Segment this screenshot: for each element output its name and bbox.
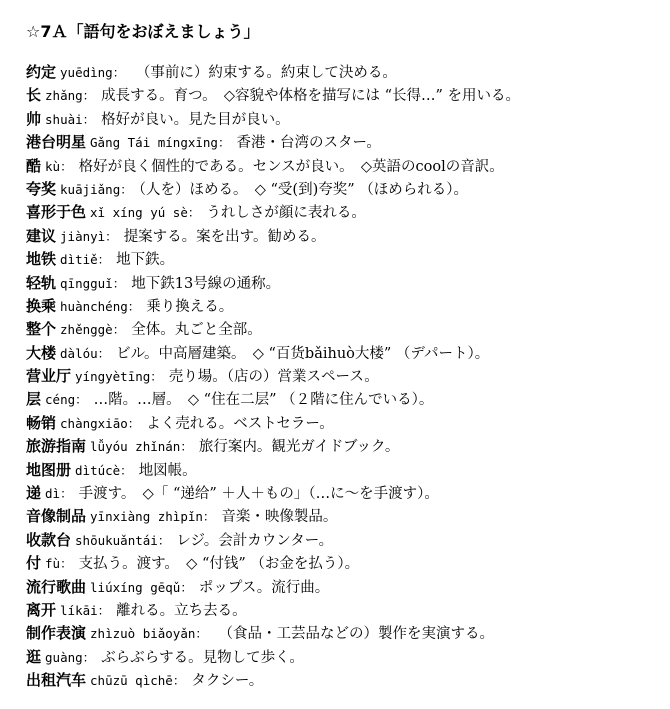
entry-word: 旅游指南 [26,437,87,456]
vocabulary-entry [26,388,662,411]
entry-pinyin: qīngguǐ [60,275,113,291]
entry-word: 收款台 [26,530,72,549]
vocabulary-entry [26,505,662,528]
vocabulary-entry [26,61,662,84]
entry-colon: ： [105,228,118,244]
vocabulary-entry [26,552,662,575]
entry-pinyin: dì [45,486,61,502]
entry-pinyin: zhěnggè [60,322,113,338]
entry-colon: ： [180,439,193,455]
entry-word: 帅 [26,109,42,128]
entry-word: 出租汽车 [26,671,87,690]
entry-gloss: 旅行案内。観光ガイドブック。 [198,439,400,456]
entry-gloss: （人を）ほめる。 ◇ “受(到)夸奖” （ほめられる）。 [138,181,469,198]
vocabulary-entry [26,201,662,224]
entry-word: 大楼 [26,343,57,362]
entry-colon: ： [97,252,111,268]
entry-colon: ： [120,181,133,197]
entry-gloss: 音楽・映像製品。 [221,509,338,526]
entry-gloss: 香港・台湾のスター。 [236,135,381,152]
entry-pinyin: yuēdìng [60,65,113,80]
entry-gloss: 地図帳。 [138,462,197,479]
entry-gloss: よく売れる。ベストセラー。 [146,415,334,432]
entry-colon: ： [112,275,126,291]
entry-word: 层 [26,390,42,409]
entry-gloss: ぶらぶらする。見物して歩く。 [101,649,304,666]
entry-colon: ： [60,158,73,174]
entry-colon: ： [172,673,186,689]
entry-colon: ： [97,345,111,361]
entry-word: 畅销 [26,413,57,432]
vocabulary-entry [26,248,662,271]
vocabulary-entry [26,529,662,552]
entry-pinyin: huànchéng [60,298,128,314]
entry-gloss: （事前に）約束する。約束して決める。 [131,65,397,81]
vocabulary-entry [26,318,662,341]
vocabulary-entry [26,84,662,107]
entry-gloss: レジ。会計カウンター。 [176,532,334,549]
entry-pinyin: yíngyètīng [75,369,151,385]
entry-word: 流行歌曲 [26,577,87,596]
entry-gloss: 成長する。育つ。 ◇容貌や体格を描写には “长得…” を用いる。 [101,88,521,105]
entry-gloss: ビル。中高層建築。 ◇ “百货bǎihuò大楼” （デパート）。 [116,345,490,362]
entry-gloss: 支払う。渡す。 ◇ “付钱” （お金を払う）。 [78,556,360,573]
entry-pinyin: yīnxiàng zhìpǐn [90,509,203,525]
vocabulary-list [26,61,662,693]
entry-pinyin: shōukuǎntái [75,532,158,548]
entry-word: 付 [26,554,42,573]
entry-word: 递 [26,484,42,503]
vocabulary-entry [26,459,662,482]
entry-colon: ： [82,111,96,127]
entry-pinyin: dàlóu [60,345,98,361]
entry-pinyin: fù [45,556,61,572]
entry-gloss: 格好が良い。見た目が良い。 [101,111,290,128]
entry-word: 制作表演 [26,624,87,643]
entry-colon: ： [157,532,171,548]
vocabulary-entry [26,225,662,248]
entry-word: 整个 [26,320,57,339]
entry-colon: ： [180,579,193,595]
vocabulary-entry [26,599,662,622]
entry-word: 夸奖 [26,179,57,198]
entry-colon: ： [82,88,96,104]
entry-pinyin: zhǎng [45,88,83,104]
entry-colon: ： [120,462,133,478]
entry-word: 音像制品 [26,507,87,526]
entry-colon: ： [112,65,126,80]
vocabulary-entry [26,295,662,318]
entry-word: 营业厅 [26,367,72,386]
entry-pinyin: liúxíng gēqǔ [90,579,181,595]
entry-word: 喜形于色 [26,203,87,222]
entry-pinyin: chàngxiāo [60,415,128,431]
vocabulary-page [26,22,662,693]
vocabulary-entry [26,646,662,669]
entry-colon: ： [187,205,201,221]
entry-gloss: 乗り換える。 [146,298,234,315]
entry-gloss: ポップス。流行曲。 [198,579,330,596]
entry-pinyin: dìtiě [60,252,98,268]
entry-word: 约定 [26,63,57,81]
entry-colon: ： [75,392,88,408]
vocabulary-entry [26,178,662,201]
entry-colon: ： [60,486,73,502]
entry-pinyin: guàng [45,649,83,665]
page-heading: ☆7Ａ「語句をおぼえましょう」 [26,22,260,41]
entry-word: 换乘 [26,296,57,315]
vocabulary-entry [26,622,662,645]
entry-pinyin: líkāi [60,602,98,618]
entry-word: 建议 [26,226,57,245]
entry-colon: ： [82,649,96,665]
entry-colon: ： [195,626,208,642]
entry-word: 地铁 [26,250,57,269]
entry-colon: ： [127,298,141,314]
entry-colon: ： [127,415,141,431]
entry-gloss: うれしさが顔に表れる。 [206,205,366,222]
entry-pinyin: céng [45,392,76,408]
entry-colon: ： [202,509,216,525]
entry-gloss: …階。…層。 ◇ “住在二层” （２階に住んでいる）。 [93,392,434,409]
entry-pinyin: chūzū qìchē [90,673,173,689]
entry-gloss: 手渡す。 ◇「 “递给” ＋人＋もの」（…に～を手渡す）。 [78,486,439,503]
vocabulary-entry [26,435,662,458]
entry-word: 地图册 [26,460,72,479]
vocabulary-entry [26,155,662,178]
entry-word: 长 [26,86,42,105]
vocabulary-entry [26,669,662,692]
entry-colon: ： [60,556,73,572]
vocabulary-entry [26,482,662,505]
entry-colon: ： [97,602,111,618]
entry-pinyin: kuājiǎng [60,181,121,197]
entry-pinyin: jiànyì [60,228,106,244]
entry-pinyin: lǚyóu zhǐnán [90,439,181,455]
entry-pinyin: shuài [45,111,83,127]
vocabulary-entry [26,342,662,365]
entry-gloss: （食品・工芸品などの）製作を実演する。 [213,626,494,643]
entry-gloss: 地下鉄13号線の通称。 [131,275,281,292]
vocabulary-entry [26,412,662,435]
entry-gloss: タクシー。 [191,673,264,690]
entry-colon: ： [112,322,126,338]
entry-pinyin: kù [45,158,61,174]
entry-gloss: 離れる。立ち去る。 [116,602,247,619]
vocabulary-entry [26,108,662,131]
entry-colon: ： [217,135,231,151]
entry-pinyin: Gǎng Tái míngxīng [90,135,218,151]
entry-word: 港台明星 [26,133,87,152]
vocabulary-entry [26,365,662,388]
entry-word: 逛 [26,647,42,666]
entry-pinyin: zhìzuò biǎoyǎn [90,626,196,642]
entry-gloss: 地下鉄。 [116,252,175,269]
entry-word: 轻轨 [26,273,57,292]
entry-gloss: 格好が良く個性的である。センスが良い。 ◇英語のcoolの音訳。 [78,158,504,175]
vocabulary-entry [26,272,662,295]
entry-word: 酷 [26,156,42,175]
entry-gloss: 提案する。案を出す。勧める。 [123,228,326,245]
entry-word: 离开 [26,600,57,619]
entry-gloss: 全体。丸ごと全部。 [131,322,262,339]
entry-pinyin: xǐ xíng yú sè [90,205,188,221]
entry-gloss: 売り場。（店の）営業スペース。 [168,369,379,386]
vocabulary-entry [26,576,662,599]
vocabulary-entry [26,131,662,154]
entry-colon: ： [150,369,163,385]
entry-pinyin: dìtúcè [75,462,121,478]
